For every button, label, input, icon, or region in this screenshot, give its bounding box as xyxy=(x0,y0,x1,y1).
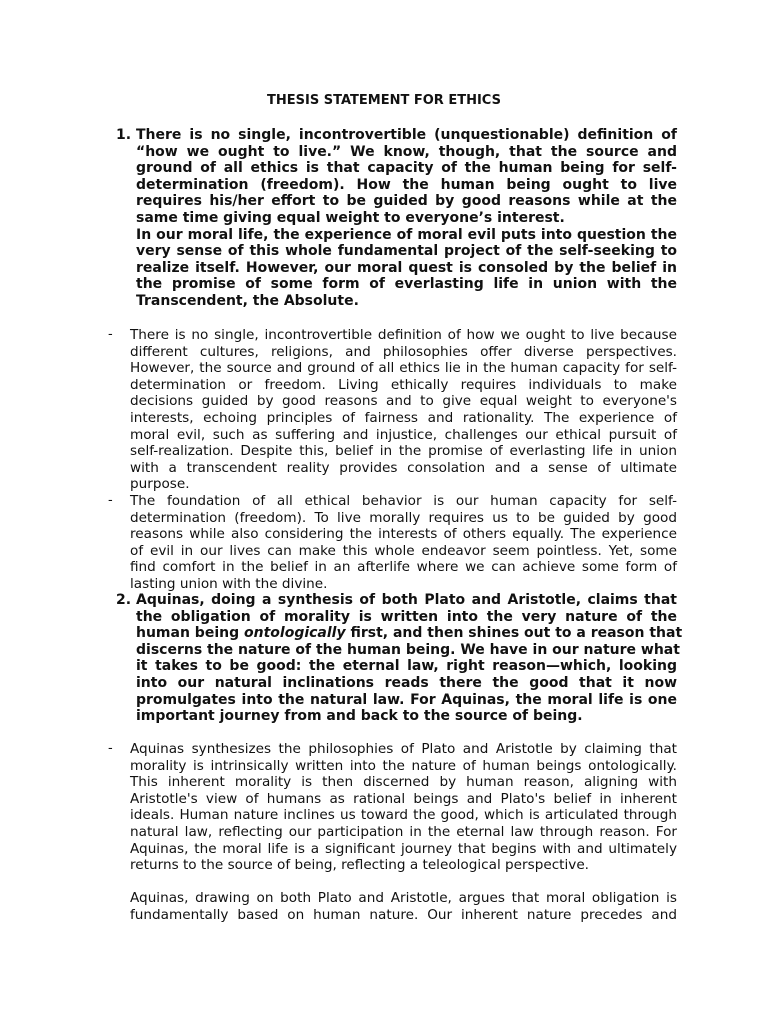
section-1-line: determination (freedom). How the human being ought to live xyxy=(136,176,677,193)
bullet-2-line: of evil in our lives can make this whole endeavor seem pointless. Yet, some xyxy=(130,542,677,559)
ontologically-emphasis: ontologically xyxy=(244,625,346,642)
bullet-2-marker: - xyxy=(108,493,113,508)
bullet-3-line: ideals. Human nature inclines us toward the good, which is articulated through xyxy=(130,807,677,824)
section-1-text xyxy=(136,127,677,310)
bullet-1-text xyxy=(130,327,677,493)
bullet-1-line: interests, echoing principles of fairness and rationality. The experience of xyxy=(130,409,677,426)
bullet-3-line: Aristotle's view of humans as rational beings and Plato's belief in inherent xyxy=(130,790,677,807)
bullet-3-line: Aquinas, the moral life is a significant journey that begins with and ultimately xyxy=(130,840,677,857)
section-1-line: the promise of some form of everlasting life in union with the xyxy=(136,276,677,293)
section-1-line: There is no single, incontrovertible (unquestionable) definition of xyxy=(136,127,677,143)
bullet-1-line: determination or freedom. Living ethically requires individuals to make xyxy=(130,376,677,393)
bullet-1-line: decisions guided by good reasons and to give equal weight to everyone's xyxy=(130,393,677,410)
bullet-1-line: with a transcendent reality provides consolation and a sense of ultimate xyxy=(130,459,677,476)
section-2-text xyxy=(136,592,683,725)
section-2-line: into our natural inclinations reads there the good that it now xyxy=(136,674,677,691)
bullet-2-line: find comfort in the belief in an afterlife where we can achieve some form of xyxy=(130,559,677,576)
bullet-1-line: self-realization. Despite this, belief in the promise of everlasting life in union xyxy=(130,443,677,460)
section-2-line: important journey from and back to the source of being. xyxy=(136,708,583,725)
document-title: THESIS STATEMENT FOR ETHICS xyxy=(267,93,501,108)
bullet-3-line: Aquinas synthesizes the philosophies of Plato and Aristotle by claiming that xyxy=(130,741,677,757)
bullet-2-text xyxy=(130,493,677,593)
section-1-line: requires his/her effort to be guided by good reasons while at the xyxy=(136,193,677,210)
section-1-line: same time giving equal weight to everyone’s interest. xyxy=(136,209,565,226)
section-2-line: Aquinas, doing a synthesis of both Plato and Aristotle, claims that xyxy=(136,592,677,608)
section-1-line: Transcendent, the Absolute. xyxy=(136,292,359,309)
section-2-line xyxy=(136,625,683,642)
bullet-2-line: determination (freedom). To live morally requires us to be guided by good xyxy=(130,509,677,526)
paragraph-4-line: Aquinas, drawing on both Plato and Aristotle, argues that moral obligation is xyxy=(130,890,677,906)
bullet-2-line: reasons while also considering the interests of others equally. The experience xyxy=(130,526,677,543)
bullet-2-line: The foundation of all ethical behavior is our human capacity for self- xyxy=(130,493,677,509)
paragraph-4-text xyxy=(130,890,677,923)
bullet-1-line: purpose. xyxy=(130,476,190,493)
bullet-2-line: lasting union with the divine. xyxy=(130,575,328,592)
bullet-3-line: natural law, reflecting our participation in the eternal law through reason. For xyxy=(130,823,677,840)
section-1-line: In our moral life, the experience of moral evil puts into question the xyxy=(136,226,677,243)
bullet-3-line: This inherent morality is then discerned by human reason, aligning with xyxy=(130,774,677,791)
bullet-1-line: moral evil, such as suffering and injustice, challenges our ethical pursuit of xyxy=(130,426,677,443)
section-1-line: ground of all ethics is that capacity of the human being for self- xyxy=(136,160,677,177)
bullet-3-marker: - xyxy=(108,741,113,756)
bullet-1-line: However, the source and ground of all ethics lie in the human capacity for self- xyxy=(130,360,677,377)
section-2-line-end: first, and then shines out to a reason that xyxy=(345,625,683,642)
section-1-line: very sense of this whole fundamental project of the self-seeking to xyxy=(136,243,677,260)
bullet-1-marker: - xyxy=(108,327,113,342)
section-1-line: realize itself. However, our moral quest is consoled by the belief in xyxy=(136,259,677,276)
bullet-3-line: morality is intrinsically written into the nature of human beings ontologically. xyxy=(130,757,677,774)
section-1-line: “how we ought to live.” We know, though, that the source and xyxy=(136,143,677,160)
bullet-3-line: returns to the source of being, reflecting a teleological perspective. xyxy=(130,857,590,874)
section-2-number: 2. xyxy=(116,592,132,608)
paragraph-4-line: fundamentally based on human nature. Our inherent nature precedes and xyxy=(130,906,677,923)
bullet-3-text xyxy=(130,741,677,874)
section-2-line: promulgates into the natural law. For Aquinas, the moral life is one xyxy=(136,691,677,708)
bullet-1-line: different cultures, religions, and philosophies offer diverse perspectives. xyxy=(130,343,677,360)
section-2-line: discerns the nature of the human being. We have in our nature what xyxy=(136,641,680,658)
section-2-line: it takes to be good: the eternal law, right reason—which, looking xyxy=(136,658,677,675)
section-2-line-start: human being xyxy=(136,625,244,642)
section-2-line: the obligation of morality is written into the very nature of the xyxy=(136,608,677,625)
bullet-1-line: There is no single, incontrovertible definition of how we ought to live because xyxy=(130,327,677,343)
section-1-number: 1. xyxy=(116,127,132,143)
